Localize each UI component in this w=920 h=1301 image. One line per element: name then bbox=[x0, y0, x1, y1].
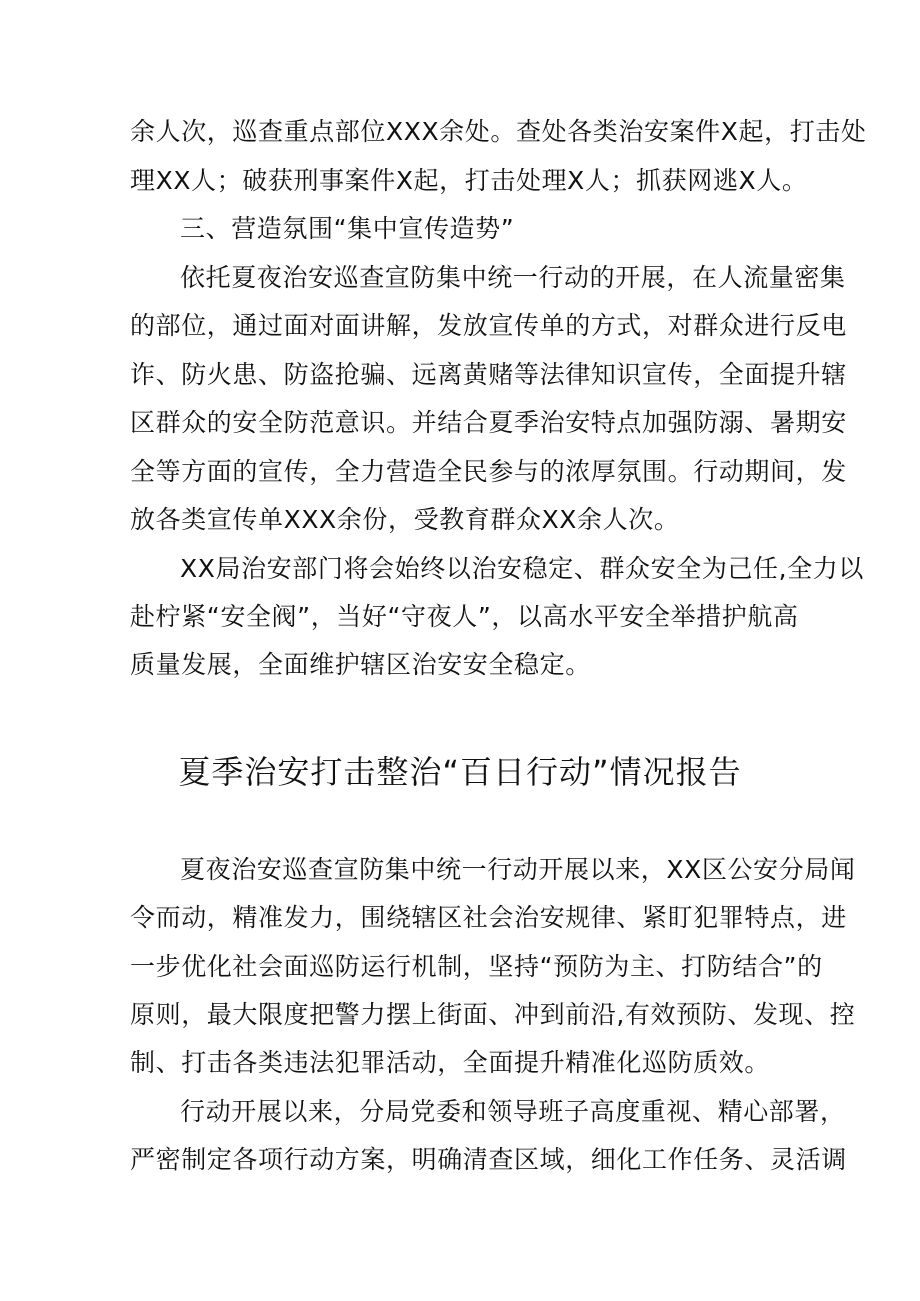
text-line: 一步优化社会面巡防运行机制，坚持“预防为主、打防结合”的 bbox=[130, 952, 823, 981]
text-line: 全等方面的宣传，全力营造全民参与的浓厚氛围。行动期间，发 bbox=[130, 457, 847, 486]
text-line: 严密制定各项行动方案，明确清查区域，细化工作任务、灵活调 bbox=[130, 1145, 847, 1174]
text-line: 令而动，精准发力，围绕辖区社会治安规律、紧盯犯罪特点，进 bbox=[130, 903, 847, 932]
text-line: 区群众的安全防范意识。并结合夏季治安特点加强防溺、暑期安 bbox=[130, 408, 847, 437]
text-line: 诈、防火患、防盗抢骗、远离黄赌等法律知识宣传，全面提升辖 bbox=[130, 360, 847, 389]
section-heading: 三、营造氛围“集中宣传造势” bbox=[180, 214, 515, 243]
text-line: 依托夏夜治安巡查宣防集中统一行动的开展，在人流量密集 bbox=[180, 263, 846, 292]
report-title: 夏季治安打击整治“百日行动”情况报告 bbox=[178, 753, 742, 791]
text-line: 余人次，巡查重点部位XXX余处。查处各类治安案件X起，打击处 bbox=[130, 117, 867, 146]
text-line: 的部位，通过面对面讲解，发放宣传单的方式，对群众进行反电 bbox=[130, 311, 847, 340]
text-line: 原则，最大限度把警力摆上街面、冲到前沿,有效预防、发现、控 bbox=[130, 1000, 856, 1029]
text-line: 赴柠紧“安全阀”，当好“守夜人”，以高水平安全举措护航高 bbox=[130, 602, 799, 631]
text-line: XX局治安部门将会始终以治安稳定、群众安全为己任,全力以 bbox=[180, 554, 865, 583]
text-line: 放各类宣传单XXX余份，受教育群众XX余人次。 bbox=[130, 505, 680, 534]
text-line: 制、打击各类违法犯罪活动，全面提升精准化巡防质效。 bbox=[130, 1048, 771, 1077]
text-line: 理XX人；破获刑事案件X起，打击处理X人；抓获网逃X人。 bbox=[130, 166, 808, 195]
text-line: 质量发展，全面维护辖区治安安全稳定。 bbox=[130, 650, 591, 679]
text-line: 行动开展以来，分局党委和领导班子高度重视、精心部署， bbox=[180, 1097, 846, 1126]
text-line: 夏夜治安巡查宣防集中统一行动开展以来，XX区公安分局闻 bbox=[180, 855, 856, 884]
